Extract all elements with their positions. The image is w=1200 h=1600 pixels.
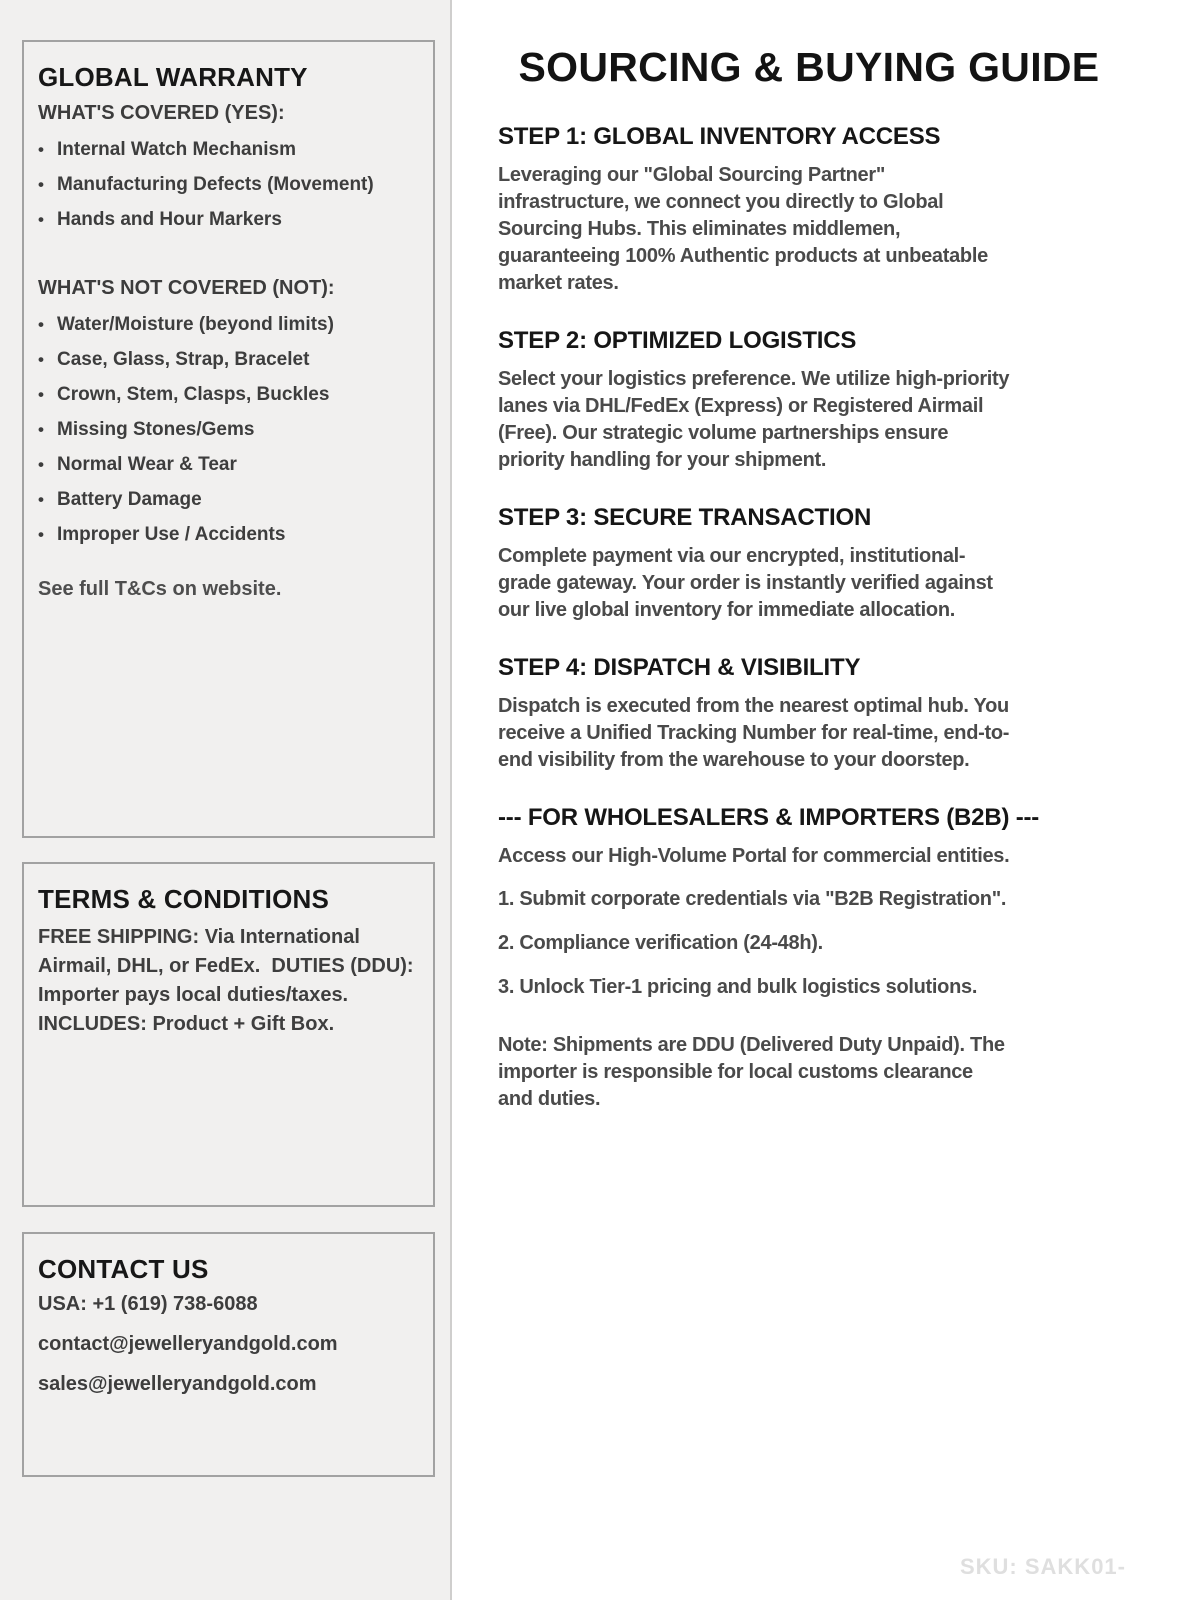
sku-label: SKU: SAKK01- xyxy=(959,1554,1126,1579)
b2b-intro: Access our High-Volume Portal for commercial entities. xyxy=(498,845,1010,867)
bullet-icon: • xyxy=(38,490,44,509)
bullet-icon: • xyxy=(38,210,44,229)
step-2-section xyxy=(498,327,1160,474)
list-item xyxy=(38,349,417,370)
list-item xyxy=(38,419,417,440)
step-4-section xyxy=(498,654,1160,774)
bullet-icon: • xyxy=(38,315,44,334)
list-item-label: Normal Wear & Tear xyxy=(57,454,237,475)
b2b-item-3: 3. Unlock Tier-1 pricing and bulk logistics solutions. xyxy=(498,976,978,998)
b2b-item-1: 1. Submit corporate credentials via "B2B Registration". xyxy=(498,888,1007,910)
step-3-body: Complete payment via our encrypted, institutional-grade gateway. Your order is instantly verified against our live global inventory for immediate allocation. xyxy=(498,545,993,621)
step-4-heading: STEP 4: DISPATCH & VISIBILITY xyxy=(498,654,861,681)
list-item xyxy=(38,489,417,510)
list-item xyxy=(38,314,417,335)
bullet-icon: • xyxy=(38,420,44,439)
b2b-section xyxy=(498,804,1160,1113)
step-2-body: Select your logistics preference. We utilize high-priority lanes via DHL/FedEx (Express) or Registered Airmail (Free). Our strategic volume partnerships ensure priority handling for your shipment. xyxy=(498,368,1010,471)
list-item-label: Improper Use / Accidents xyxy=(57,524,286,545)
step-1-heading: STEP 1: GLOBAL INVENTORY ACCESS xyxy=(498,123,941,150)
step-4-body: Dispatch is executed from the nearest optimal hub. You receive a Unified Tracking Number for real-time, end-to-end visibility from the warehouse to your doorstep. xyxy=(498,695,1010,771)
bullet-icon: • xyxy=(38,385,44,404)
terms-title: TERMS & CONDITIONS xyxy=(38,884,330,914)
terms-box xyxy=(22,862,435,1207)
warranty-box xyxy=(22,40,435,838)
b2b-heading: --- FOR WHOLESALERS & IMPORTERS (B2B) --- xyxy=(498,804,1040,831)
bullet-icon: • xyxy=(38,455,44,474)
bullet-icon: • xyxy=(38,175,44,194)
list-item-label: Hands and Hour Markers xyxy=(57,209,282,230)
warranty-title: GLOBAL WARRANTY xyxy=(38,62,308,92)
not-covered-list xyxy=(38,314,417,545)
list-item-label: Case, Glass, Strap, Bracelet xyxy=(57,349,310,370)
step-3-heading: STEP 3: SECURE TRANSACTION xyxy=(498,504,872,531)
list-item xyxy=(38,209,417,230)
b2b-note: Note: Shipments are DDU (Delivered Duty Unpaid). The importer is responsible for local customs clearance and duties. xyxy=(498,1034,1005,1110)
contact-email: contact@jewelleryandgold.com xyxy=(38,1333,338,1355)
list-item xyxy=(38,524,417,545)
list-item-label: Manufacturing Defects (Movement) xyxy=(57,174,374,195)
b2b-item-2: 2. Compliance verification (24-48h). xyxy=(498,932,823,954)
terms-body: FREE SHIPPING: Via International Airmail, DHL, or FedEx. DUTIES (DDU): Importer pays local duties/taxes. INCLUDES: Product + Gift Box. xyxy=(38,926,420,1035)
list-item xyxy=(38,139,417,160)
page-title: SOURCING & BUYING GUIDE xyxy=(518,44,1100,90)
step-1-section xyxy=(498,123,1160,297)
list-item-label: Missing Stones/Gems xyxy=(57,419,255,440)
bullet-icon: • xyxy=(38,350,44,369)
list-item-label: Internal Watch Mechanism xyxy=(57,139,296,160)
main-content xyxy=(454,0,1200,1600)
list-item xyxy=(38,454,417,475)
step-3-section xyxy=(498,504,1160,624)
sidebar xyxy=(0,0,452,1600)
sales-email: sales@jewelleryandgold.com xyxy=(38,1373,317,1395)
contact-title: CONTACT US xyxy=(38,1254,209,1284)
list-item-label: Water/Moisture (beyond limits) xyxy=(57,314,334,335)
covered-heading: WHAT'S COVERED (YES): xyxy=(38,102,285,124)
contact-box xyxy=(22,1232,435,1477)
not-covered-heading: WHAT'S NOT COVERED (NOT): xyxy=(38,277,335,299)
covered-list xyxy=(38,139,417,230)
list-item-label: Crown, Stem, Clasps, Buckles xyxy=(57,384,330,405)
warranty-footnote: See full T&Cs on website. xyxy=(38,578,282,600)
step-1-body: Leveraging our "Global Sourcing Partner" infrastructure, we connect you directly to Global Sourcing Hubs. This eliminates middlemen, guaranteeing 100% Authentic products at unbeatable market rates. xyxy=(498,164,988,294)
bullet-icon: • xyxy=(38,140,44,159)
step-2-heading: STEP 2: OPTIMIZED LOGISTICS xyxy=(498,327,857,354)
list-item xyxy=(38,384,417,405)
contact-phone: USA: +1 (619) 738-6088 xyxy=(38,1293,258,1315)
list-item xyxy=(38,174,417,195)
list-item-label: Battery Damage xyxy=(57,489,202,510)
bullet-icon: • xyxy=(38,525,44,544)
